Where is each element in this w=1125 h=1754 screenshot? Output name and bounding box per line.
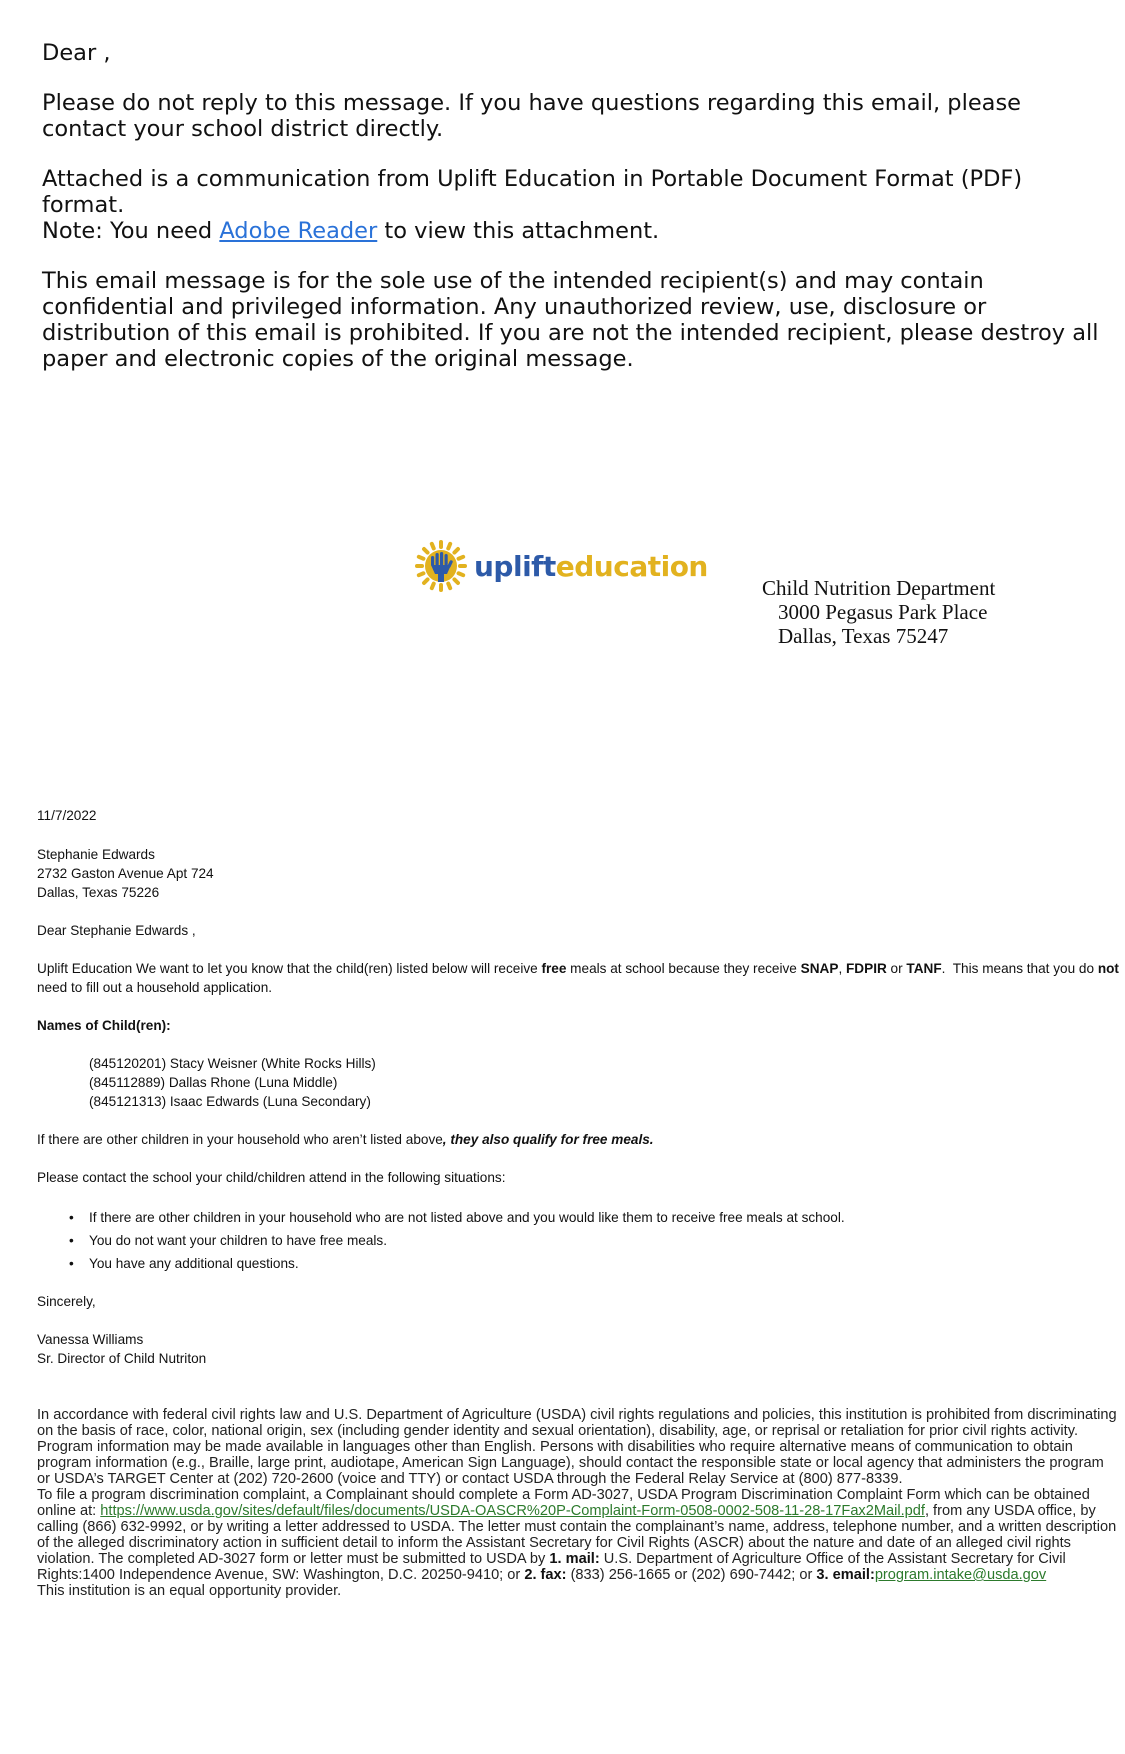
address-line-city: Dallas, Texas 75247: [778, 624, 949, 648]
intro-text-3: . This means that you do: [941, 961, 1098, 976]
option-email-label: 3. email:: [816, 1567, 875, 1583]
child-entry: (845112889) Dallas Rhone (Luna Middle): [89, 1075, 338, 1090]
other-children-notice: [37, 1130, 1117, 1149]
child-entry: (845121313) Isaac Edwards (Luna Secondary): [89, 1094, 371, 1109]
signer-title: Sr. Director of Child Nutriton: [37, 1351, 207, 1366]
other-children-text: If there are other children in your household who aren’t listed above: [37, 1132, 443, 1147]
note-suffix: to view this attachment.: [377, 218, 660, 244]
complaint-paragraph: [37, 1487, 1119, 1583]
letter-date: 11/7/2022: [37, 808, 97, 823]
address-line-department: Child Nutrition Department: [762, 576, 996, 600]
intro-fdpir: FDPIR: [846, 961, 887, 976]
situations-list: [37, 1206, 1117, 1275]
other-children-emphasis: , they also qualify for free meals.: [442, 1132, 654, 1147]
children-list: [37, 1054, 1117, 1111]
confidentiality-notice: This email message is for the sole use of the intended recipient(s) and may contain confidential and privileged information. Any unauthorized review, use, disclosure or distribution of this email is prohibited. If you are not the intended recipient, please destroy all paper and electronic copies of the original message.: [42, 268, 1099, 372]
intro-text-1: Uplift Education We want to let you know that the child(ren) listed below will receive: [37, 961, 542, 976]
option-fax-text: (833) 256-1665 or (202) 690-7442; or: [566, 1567, 817, 1583]
situation-text: You have any additional questions.: [89, 1256, 299, 1271]
contact-intro: Please contact the school your child/children attend in the following situations:: [37, 1170, 506, 1185]
attachment-intro: Attached is a communication from Uplift Education in Portable Document Format (PDF) format.: [42, 166, 1023, 218]
complaint-text-1: To file a program discrimination complaint, a Complainant should complete a Form AD-3027, USDA Program Discrimination Complaint Form which can be obtained online at:: [37, 1487, 1090, 1519]
sunburst-hand-icon: [414, 539, 468, 593]
equal-opportunity-statement: This institution is an equal opportunity provider.: [37, 1583, 342, 1599]
logo-wordmark-education: education: [555, 549, 708, 583]
intro-comma: ,: [838, 961, 846, 976]
list-item: [69, 1206, 1117, 1229]
letter-body: [37, 806, 1117, 1388]
program-intake-email-link[interactable]: program.intake@usda.gov: [874, 1567, 1047, 1583]
intro-free: free: [541, 961, 567, 976]
bullet-icon: •: [69, 1256, 74, 1271]
list-item: [69, 1229, 1117, 1252]
address-line-street: 3000 Pegasus Park Place: [778, 600, 988, 624]
language-access-paragraph: Program information may be made available in languages other than English. Persons with disabilities who require alternative means of communication to obtain program information (e.g., Braille, large print, audiotape, American Sign Language), should contact the responsible state or local agency that administers the program or USDA’s TARGET Center at (202) 720-2600 (voice and TTY) or contact USDA through the Federal Relay Service at (800) 877-8339.: [37, 1439, 1104, 1487]
attachment-notice: [42, 166, 1102, 244]
situation-text: You do not want your children to have free meals.: [89, 1233, 387, 1248]
civil-rights-paragraph: In accordance with federal civil rights law and U.S. Department of Agriculture (USDA) civil rights regulations and policies, this institution is prohibited from discriminating on the basis of race, color, national origin, sex (including gender identity and sexual orientation), disability, age, or reprisal or retaliation for prior civil rights activity.: [37, 1407, 1117, 1439]
option-mail-label: 1. mail:: [549, 1551, 600, 1567]
intro-or: or: [886, 961, 907, 976]
nondiscrimination-statement: [37, 1407, 1119, 1599]
letter-intro: [37, 959, 1119, 997]
option-fax-label: 2. fax:: [524, 1567, 567, 1583]
no-reply-notice: Please do not reply to this message. If you have questions regarding this email, please contact your school district directly.: [42, 90, 1022, 142]
bullet-icon: •: [69, 1233, 74, 1248]
email-greeting: Dear ,: [42, 40, 111, 66]
intro-tanf: TANF: [906, 961, 942, 976]
complaint-text-2: , from any USDA office, by calling (866) 632-9992, or by writing a letter addressed to USDA. The letter must contain the complainant’s name, address, telephone number, and a written description of the alleged discriminatory action in sufficient detail to inform the Assistant Secretary for Civil Rights (ASCR) about the nature and date of an alleged civil rights violation. The completed AD-3027 form or letter must be submitted to USDA by: [37, 1503, 1117, 1567]
email-body: [42, 40, 1102, 396]
letter-closing: Sincerely,: [37, 1294, 96, 1309]
list-item: [69, 1252, 1117, 1275]
signer-name: Vanessa Williams: [37, 1332, 144, 1347]
uplift-logo: [414, 536, 708, 596]
signature-block: [37, 1330, 1117, 1368]
situation-text: If there are other children in your household who are not listed above and you would like them to receive free meals at school.: [89, 1210, 845, 1225]
recipient-street: 2732 Gaston Avenue Apt 724: [37, 866, 214, 881]
department-address: [762, 576, 995, 648]
intro-snap: SNAP: [800, 961, 839, 976]
recipient-address: [37, 845, 1117, 902]
intro-not: not: [1097, 961, 1119, 976]
intro-text-2: meals at school because they receive: [566, 961, 801, 976]
note-prefix: Note: You need: [42, 218, 220, 244]
logo-wordmark-uplift: uplift: [474, 549, 556, 583]
adobe-reader-link[interactable]: Adobe Reader: [219, 218, 378, 244]
intro-text-4: need to fill out a household application.: [37, 980, 273, 995]
complaint-form-link[interactable]: https://www.usda.gov/sites/default/files/documents/USDA-OASCR%20P-Complaint-Form-0508-0002-508-11-28-17Fax2Mail.pdf: [100, 1503, 925, 1519]
letter-salutation: Dear Stephanie Edwards ,: [37, 923, 196, 938]
bullet-icon: •: [69, 1210, 74, 1225]
logo-wordmark: [474, 550, 708, 583]
recipient-city: Dallas, Texas 75226: [37, 885, 160, 900]
child-entry: (845120201) Stacy Weisner (White Rocks Hills): [89, 1056, 376, 1071]
option-mail-text: U.S. Department of Agriculture Office of the Assistant Secretary for Civil Rights:1400 Independence Avenue, SW: Washington, D.C. 20250-9410; or: [37, 1551, 1066, 1583]
children-heading: Names of Child(ren):: [37, 1018, 171, 1033]
recipient-name: Stephanie Edwards: [37, 847, 155, 862]
